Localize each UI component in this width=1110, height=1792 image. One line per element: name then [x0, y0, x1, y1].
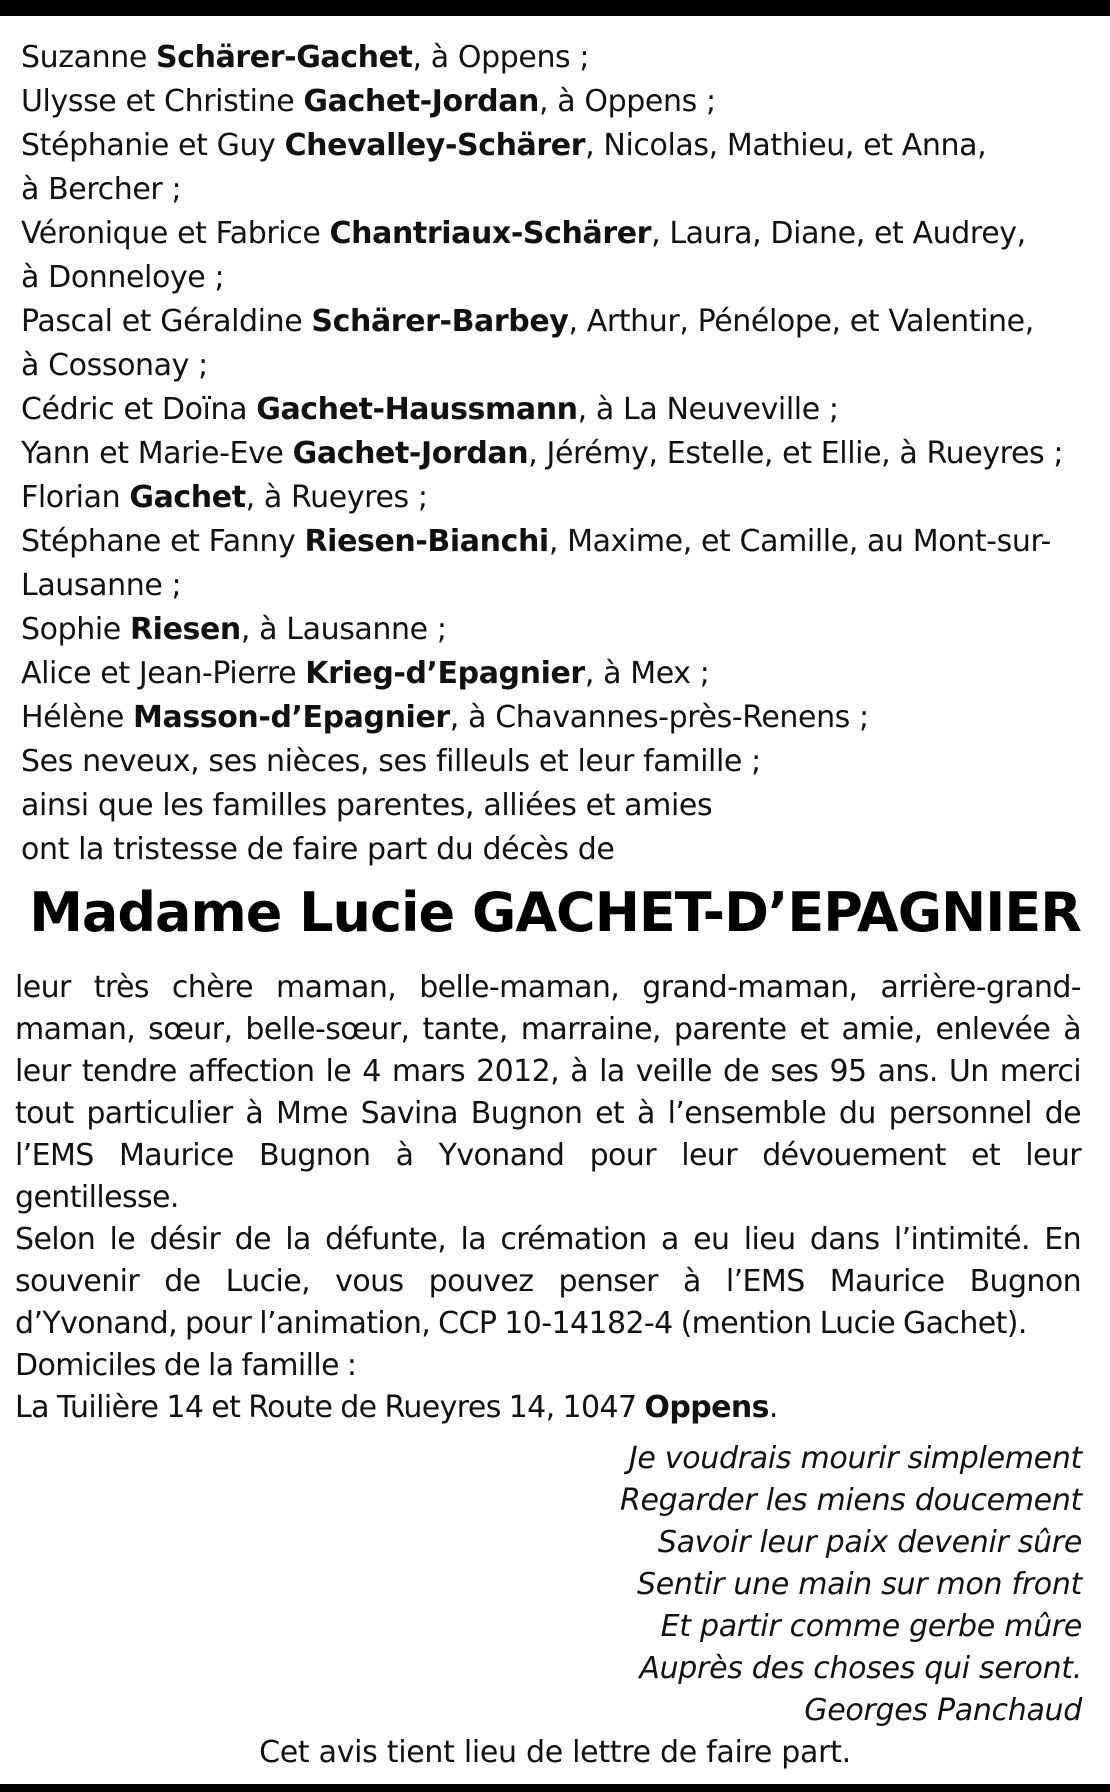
family-line-text: à Cossonay ; [21, 348, 208, 383]
family-line-text: Pascal et Géraldine [21, 304, 312, 339]
family-line-suffix: , à Lausanne ; [240, 612, 447, 647]
family-line [21, 124, 1081, 168]
family-line-suffix: , à Rueyres ; [245, 480, 428, 515]
family-line-suffix: , Nicolas, Mathieu, et Anna, [585, 128, 987, 163]
family-line-suffix: , à La Neuveville ; [577, 392, 839, 427]
obituary-paragraph: Selon le désir de la défunte, la crémation a eu lieu dans l’intimité. En souvenir de Lucie, vous pouvez penser à l’EMS Maurice Bugnon d’Yvonand, pour l’animation, CCP 10-14182-4 (mention Lucie Gachet). [15, 1222, 1081, 1341]
family-line-text: ainsi que les familles parentes, alliées et amies [21, 788, 713, 823]
family-line-text: Stéphanie et Guy [21, 128, 285, 163]
family-line-text: Suzanne [21, 40, 157, 75]
family-line-text: Véronique et Fabrice [21, 216, 330, 251]
family-line-text: ont la tristesse de faire part du décès de [21, 832, 615, 867]
poem-line: Savoir leur paix devenir sûre [657, 1525, 1082, 1560]
family-line [21, 476, 1081, 520]
family-line [21, 388, 1081, 432]
family-line-text: Hélène [21, 700, 134, 735]
poem [620, 1438, 1082, 1732]
family-line-text: Sophie [21, 612, 130, 647]
deceased-name-heading: Madame Lucie GACHET-D’EPAGNIER [29, 881, 1081, 944]
address-end: . [768, 1390, 778, 1425]
family-line [21, 36, 1081, 80]
family-line [21, 212, 1081, 256]
family-line-suffix: , à Mex ; [584, 656, 710, 691]
family-surname: Gachet-Jordan [303, 84, 540, 119]
poem-line: Je voudrais mourir simplement [628, 1441, 1082, 1476]
family-surname: Schärer-Barbey [311, 304, 569, 339]
family-line [21, 652, 1081, 696]
family-line-text: Lausanne ; [21, 568, 182, 603]
family-line [21, 344, 1081, 388]
address-town: Oppens [644, 1390, 769, 1425]
family-line [21, 520, 1081, 564]
family-line [21, 828, 1081, 872]
family-line [21, 740, 1081, 784]
family-surname: Riesen [129, 612, 241, 647]
poem-line: Sentir une main sur mon front [637, 1567, 1082, 1602]
family-address [15, 1387, 1081, 1429]
family-line-text: à Donneloye ; [21, 260, 225, 295]
family-line-suffix: , Jérémy, Estelle, et Ellie, à Rueyres ; [528, 436, 1064, 471]
family-list [21, 36, 1081, 872]
family-line [21, 80, 1081, 124]
obituary-paragraph: leur très chère maman, belle-maman, grand-maman, arrière-grand-maman, sœur, belle-sœur, tante, marraine, parente et amie, enlevée à leur tendre affection le 4 mars 2012, à la veille de ses 95 ans. Un merci tout particulier à Mme Savina Bugnon et à l’ensemble du personnel de l’EMS Maurice Bugnon à Yvonand pour leur dévouement et leur gentillesse. [15, 970, 1081, 1215]
family-line-suffix: , à Chavannes-près-Renens ; [449, 700, 869, 735]
family-line [21, 256, 1081, 300]
family-line [21, 564, 1081, 608]
family-line [21, 300, 1081, 344]
family-line-text: Florian [21, 480, 130, 515]
family-line-suffix: , Maxime, et Camille, au Mont-sur- [548, 524, 1051, 559]
family-surname: Chevalley-Schärer [284, 128, 586, 163]
family-line-suffix: , à Oppens ; [412, 40, 590, 75]
family-line-text: Ses neveux, ses nièces, ses filleuls et leur famille ; [21, 744, 761, 779]
closing-notice: Cet avis tient lieu de lettre de faire part. [259, 1735, 851, 1770]
family-surname: Krieg-d’Epagnier [305, 656, 585, 691]
family-line-text: Cédric et Doïna [21, 392, 257, 427]
family-line-text: Ulysse et Christine [21, 84, 304, 119]
family-surname: Gachet-Haussmann [256, 392, 578, 427]
family-line [21, 168, 1081, 212]
bottom-border-rule [0, 1784, 1110, 1792]
poem-line: Et partir comme gerbe mûre [660, 1609, 1082, 1644]
family-line [21, 432, 1081, 476]
domiciles-label: Domiciles de la famille : [15, 1348, 357, 1383]
family-surname: Schärer-Gachet [156, 40, 413, 75]
address-text: La Tuilière 14 et Route de Rueyres 14, 1047 [15, 1390, 645, 1425]
poem-line: Regarder les miens doucement [619, 1483, 1082, 1518]
family-line-text: à Bercher ; [21, 172, 182, 207]
family-line-suffix: , Arthur, Pénélope, et Valentine, [568, 304, 1034, 339]
family-line-text: Stéphane et Fanny [21, 524, 305, 559]
family-line [21, 608, 1081, 652]
family-line-suffix: , Laura, Diane, et Audrey, [651, 216, 1026, 251]
top-border-rule [0, 0, 1110, 16]
family-line-text: Yann et Marie-Eve [21, 436, 293, 471]
poem-line: Auprès des choses qui seront. [639, 1651, 1082, 1686]
family-line-suffix: , à Oppens ; [539, 84, 716, 119]
family-line-text: Alice et Jean-Pierre [21, 656, 306, 691]
family-surname: Riesen-Bianchi [304, 524, 549, 559]
family-surname: Gachet [129, 480, 246, 515]
family-line [21, 696, 1081, 740]
obituary-body [15, 967, 1081, 1429]
family-surname: Masson-d’Epagnier [133, 700, 450, 735]
family-line [21, 784, 1081, 828]
family-surname: Gachet-Jordan [292, 436, 529, 471]
family-surname: Chantriaux-Schärer [329, 216, 652, 251]
poem-author: Georges Panchaud [804, 1693, 1082, 1728]
